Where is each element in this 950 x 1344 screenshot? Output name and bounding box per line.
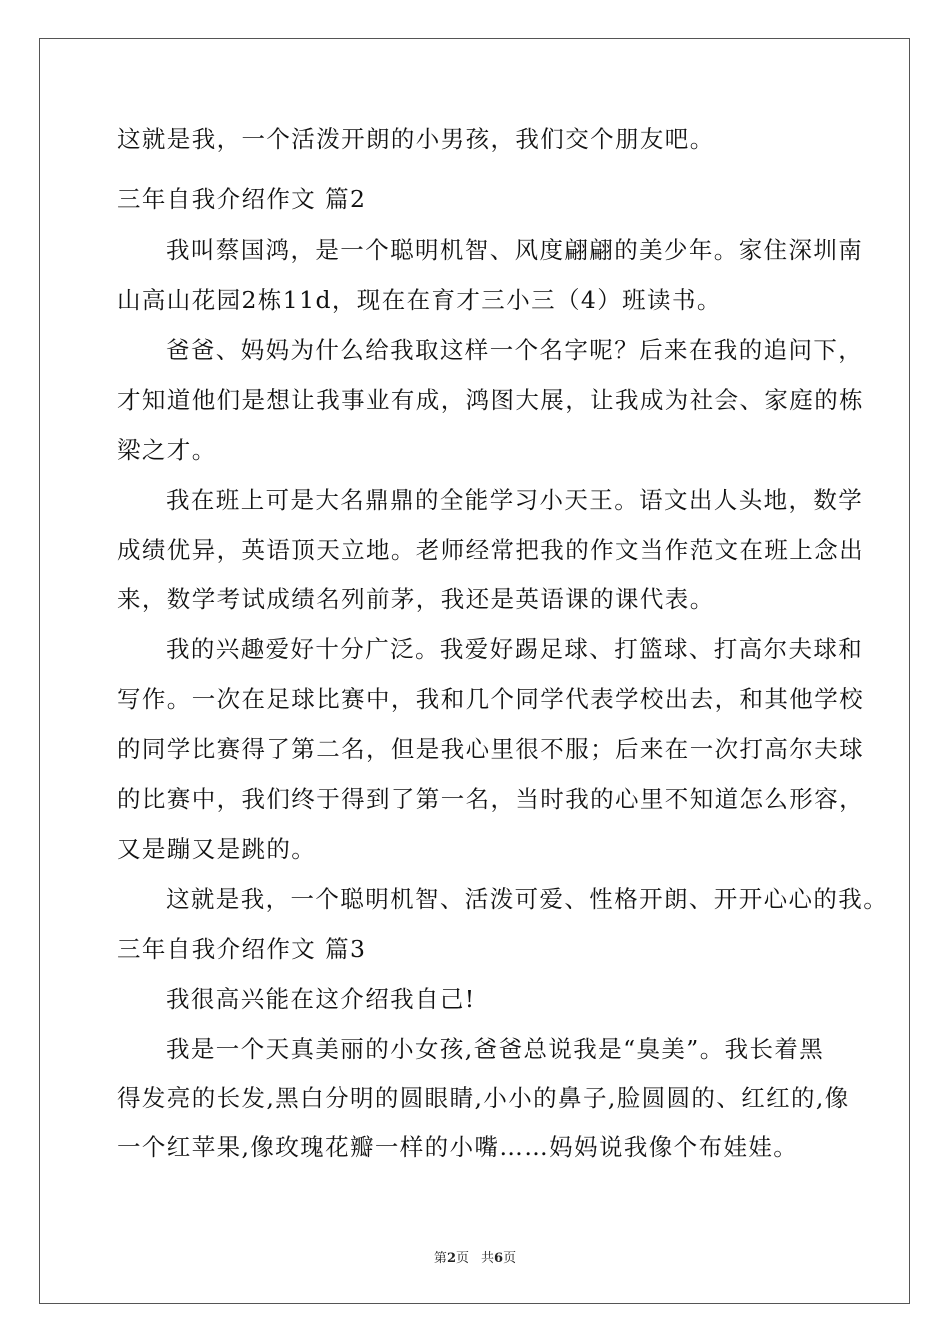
paragraph-line: 成绩优异，英语顶天立地。老师经常把我的作文当作范文在班上念出 [117,536,864,564]
paragraph-line: 得发亮的长发,黑白分明的圆眼睛,小小的鼻子,脸圆圆的、红红的,像 [117,1084,850,1112]
paragraph-line: 梁之才。 [117,436,217,464]
total-page-number: 6 [494,1251,504,1266]
paragraph-line: 我是一个天真美丽的小女孩,爸爸总说我是“臭美”。我长着黑 [166,1035,825,1063]
paragraph-line: 我在班上可是大名鼎鼎的全能学习小天王。语文出人头地，数学 [166,486,864,514]
paragraph-line: 写作。一次在足球比赛中，我和几个同学代表学校出去，和其他学校 [117,685,864,713]
paragraph-line: 我叫蔡国鸿，是一个聪明机智、风度翩翩的美少年。家住深圳南 [166,236,864,264]
total-suffix: 页 [503,1251,517,1266]
total-prefix: 共 [481,1251,495,1266]
paragraph-line: 才知道他们是想让我事业有成，鸿图大展，让我成为社会、家庭的栋 [117,386,864,414]
current-page-number: 2 [446,1251,456,1266]
page-border [39,38,910,1304]
paragraph-line: 这就是我，一个活泼开朗的小男孩，我们交个朋友吧。 [117,125,715,153]
paragraph-line: 来，数学考试成绩名列前茅，我还是英语课的课代表。 [117,585,715,613]
paragraph-line: 爸爸、妈妈为什么给我取这样一个名字呢？后来在我的追问下， [166,336,864,364]
paragraph-line: 我很高兴能在这介绍我自己! [166,985,476,1013]
paragraph-line: 山高山花园2栋11d，现在在育才三小三（4）班读书。 [117,286,722,314]
section-heading: 三年自我介绍作文 篇3 [117,935,367,963]
paragraph-line: 我的兴趣爱好十分广泛。我爱好踢足球、打篮球、打高尔夫球和 [166,635,864,663]
page-suffix: 页 [455,1251,469,1266]
page-footer [0,1247,950,1266]
paragraph-line: 一个红苹果,像玫瑰花瓣一样的小嘴……妈妈说我像个布娃娃。 [117,1133,799,1161]
paragraph-line: 的同学比赛得了第二名，但是我心里很不服；后来在一次打高尔夫球 [117,735,864,763]
section-heading: 三年自我介绍作文 篇2 [117,185,367,213]
page-prefix: 第 [433,1251,447,1266]
paragraph-line: 又是蹦又是跳的。 [117,835,317,863]
paragraph-line: 这就是我，一个聪明机智、活泼可爱、性格开朗、开开心心的我。 [166,885,889,913]
paragraph-line: 的比赛中，我们终于得到了第一名，当时我的心里不知道怎么形容， [117,785,864,813]
